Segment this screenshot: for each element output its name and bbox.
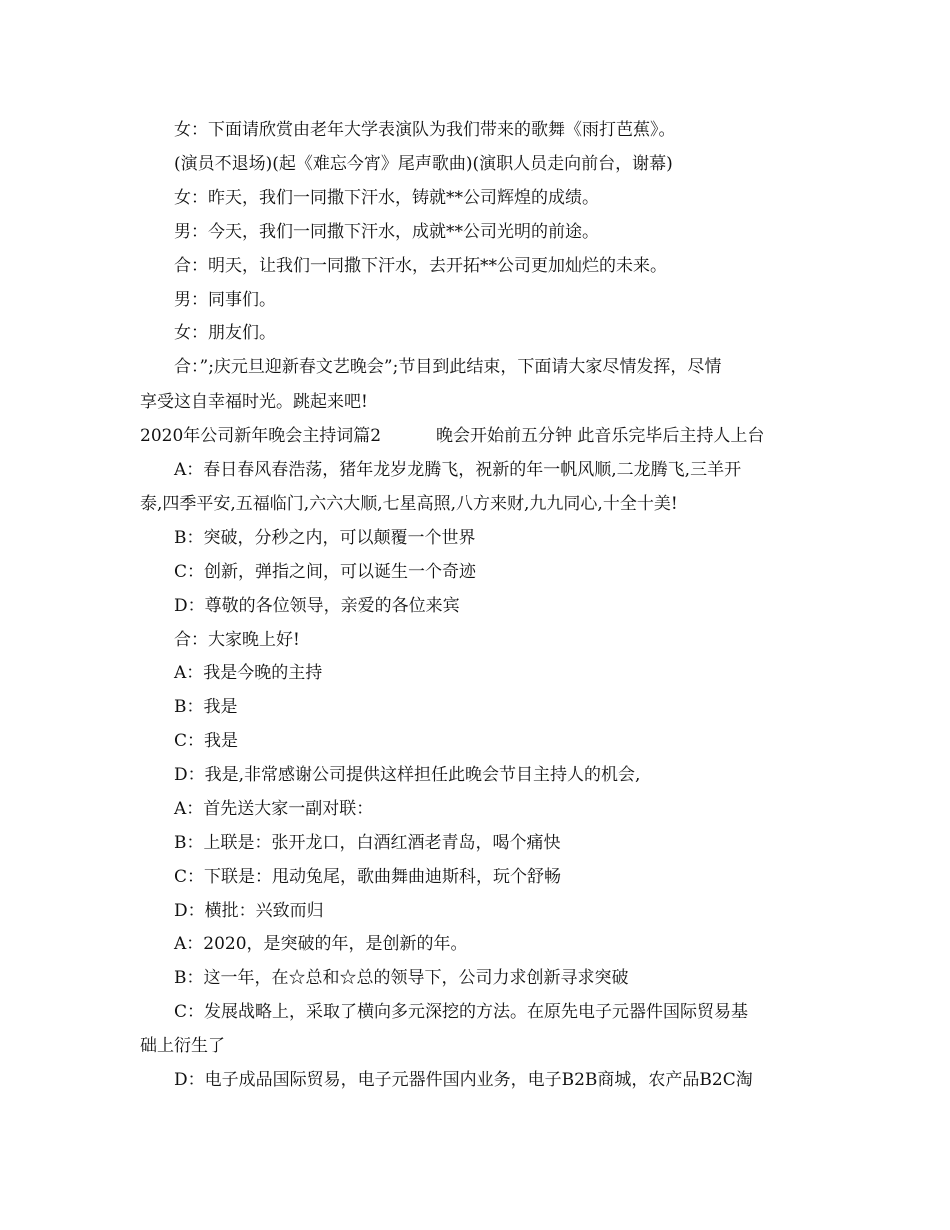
section-note: 晚会开始前五分钟 此音乐完毕后主持人上台 [436, 426, 765, 446]
paragraph-line: 男：今天，我们一同撒下汗水，成就**公司光明的前途。 [174, 222, 599, 242]
paragraph-line: B：我是 [174, 697, 238, 717]
paragraph-line-continued: 础上衍生了 [140, 1036, 225, 1056]
paragraph-line: D：电子成品国际贸易，电子元器件国内业务，电子B2B商城，农产品B2C淘 [174, 1070, 753, 1090]
section-heading: 2020年公司新年晚会主持词篇2 [140, 426, 382, 446]
paragraph-line: C：发展战略上，采取了横向多元深挖的方法。在原先电子元器件国际贸易基 [174, 1002, 749, 1022]
paragraph-line: B：这一年，在☆总和☆总的领导下，公司力求创新寻求突破 [174, 968, 629, 988]
paragraph-line: C：我是 [174, 731, 239, 751]
paragraph-line: B：突破，分秒之内，可以颠覆一个世界 [174, 528, 476, 548]
paragraph-line: 女：朋友们。 [174, 323, 276, 343]
paragraph-line: C：创新，弹指之间，可以诞生一个奇迹 [174, 562, 477, 582]
paragraph-line: A：首先送大家一副对联： [174, 799, 374, 819]
paragraph-line: 女：昨天，我们一同撒下汗水，铸就**公司辉煌的成绩。 [174, 188, 599, 208]
paragraph-line: 合：”;庆元旦迎新春文艺晚会”;节目到此结束，下面请大家尽情发挥，尽情 [174, 357, 722, 377]
paragraph-line: A：我是今晚的主持 [174, 663, 323, 683]
paragraph-line: D：我是,非常感谢公司提供这样担任此晚会节目主持人的机会, [174, 765, 641, 785]
paragraph-line: D：横批：兴致而归 [174, 901, 324, 921]
paragraph-line-continued: 享受这自幸福时光。跳起来吧! [140, 392, 368, 412]
paragraph-line: A：2020，是突破的年，是创新的年。 [174, 934, 468, 954]
paragraph-line: 合：大家晚上好! [174, 630, 300, 650]
paragraph-line: B：上联是：张开龙口，白酒红酒老青岛，喝个痛快 [174, 833, 561, 853]
paragraph-line: 男：同事们。 [174, 290, 276, 310]
paragraph-line-continued: 泰,四季平安,五福临门,六六大顺,七星高照,八方来财,九九同心,十全十美! [140, 494, 678, 514]
paragraph-line: C：下联是：甩动兔尾，歌曲舞曲迪斯科，玩个舒畅 [174, 867, 562, 887]
paragraph-line: A：春日春风春浩荡，猪年龙岁龙腾飞，祝新的年一帆风顺,二龙腾飞,三羊开 [174, 460, 742, 480]
paragraph-line: 合：明天，让我们一同撒下汗水，去开拓**公司更加灿烂的未来。 [174, 256, 667, 276]
paragraph-line: (演员不退场)(起《难忘今宵》尾声歌曲)(演职人员走向前台，谢幕) [174, 154, 673, 174]
paragraph-line: 女：下面请欣赏由老年大学表演队为我们带来的歌舞《雨打芭蕉》。 [174, 120, 676, 140]
paragraph-line: D：尊敬的各位领导，亲爱的各位来宾 [174, 596, 460, 616]
